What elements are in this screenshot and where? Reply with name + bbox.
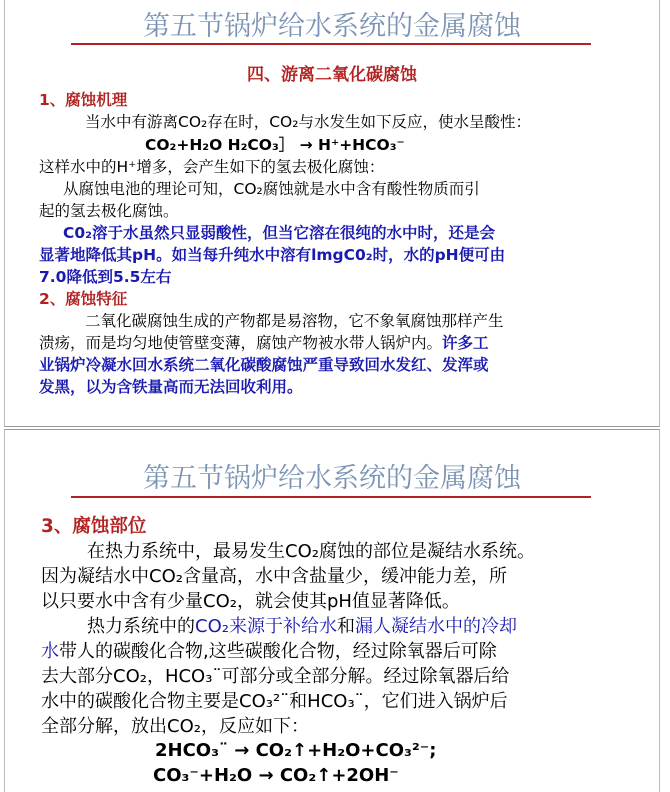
text-span: 溃疡，而是均匀地使管壁变薄，腐蚀产物被水带人锅炉内。 [39,334,443,352]
paragraph-line [87,612,517,638]
equation-line: CO₂+H₂O H₂CO₃］ → H⁺+HCO₃⁻ [145,136,405,154]
paragraph-line: 以只要水中含有少量CO₂，就会使其pH值显著降低。 [41,591,460,612]
highlight-span: CO₂来源于补给水 [195,616,337,637]
equation-line: 2HCO₃¨ → CO₂↑+H₂O+CO₃²⁻; [155,740,437,761]
highlight-span: 漏人凝结水中的冷却 [354,616,517,637]
paragraph-line: 从腐蚀电池的理论可知，CO₂腐蚀就是水中含有酸性物质而引 [63,180,480,198]
paragraph-line: 当水中有游离CO₂存在时，CO₂与水发生如下反应，使水呈酸性： [85,113,531,131]
paragraph-line: 因为凝结水中CO₂含量高，水中含盐量少，缓冲能力差，所 [41,566,507,587]
equation-line: CO₃⁻+H₂O → CO₂↑+2OH⁻ [153,765,399,786]
paragraph-line: 这样水中的H⁺增多，会产生如下的氢去极化腐蚀： [39,158,385,176]
paragraph-line: 去大部分CO₂，HCO₃¨可部分或全部分解。经过除氧器后给 [41,666,510,687]
highlight-line: 发黑，以为含铁量高而无法回收利用。 [39,378,303,396]
highlight-line: C0₂溶于水虽然只显弱酸性，但当它溶在很纯的水中时，还是会 [63,224,495,242]
text-span: 和 [336,616,355,637]
paragraph-line [39,331,489,353]
highlight-line: 显著地降低其pH。如当每升纯水中溶有lmgC0₂时，水的pH便可由 [39,246,506,264]
slide-1 [4,0,660,427]
heading-location: 3、腐蚀部位 [41,516,147,537]
slide-2 [4,429,660,792]
paragraph-line: 二氧化碳腐蚀生成的产物都是易溶物，它不象氧腐蚀那样产生 [85,312,504,330]
slide-title: 第五节锅炉给水系统的金属腐蚀 [143,11,521,42]
heading-characteristics: 2、腐蚀特征 [39,290,128,308]
paragraph-line: 在热力系统中，最易发生CO₂腐蚀的部位是凝结水系统。 [87,541,535,562]
slide-title: 第五节锅炉给水系统的金属腐蚀 [143,463,521,494]
section-subtitle: 四、游离二氧化碳腐蚀 [247,65,417,85]
highlight-line: 7.0降低到5.5左右 [39,268,172,286]
paragraph-line [41,637,497,663]
text-span: 热力系统中的 [87,616,195,637]
highlight-span: 许多工 [442,334,489,352]
highlight-span: 水 [41,641,59,662]
paragraph-line: 起的氢去极化腐蚀。 [39,202,179,220]
highlight-line: 业锅炉冷凝水回水系统二氧化碳酸腐蚀严重导致回水发红、发浑或 [39,356,489,374]
paragraph-line: 水中的碳酸化合物主要是CO₃²¨和HCO₃¨，它们进入锅炉后 [41,691,508,712]
paragraph-line: 全部分解，放出CO₂，反应如下： [41,716,309,737]
heading-mechanism: 1、腐蚀机理 [39,91,128,109]
title-divider [71,43,591,45]
title-divider [71,496,591,498]
text-span: 带人的碳酸化合物,这些碳酸化合物，经过除氧器后可除 [59,641,497,662]
